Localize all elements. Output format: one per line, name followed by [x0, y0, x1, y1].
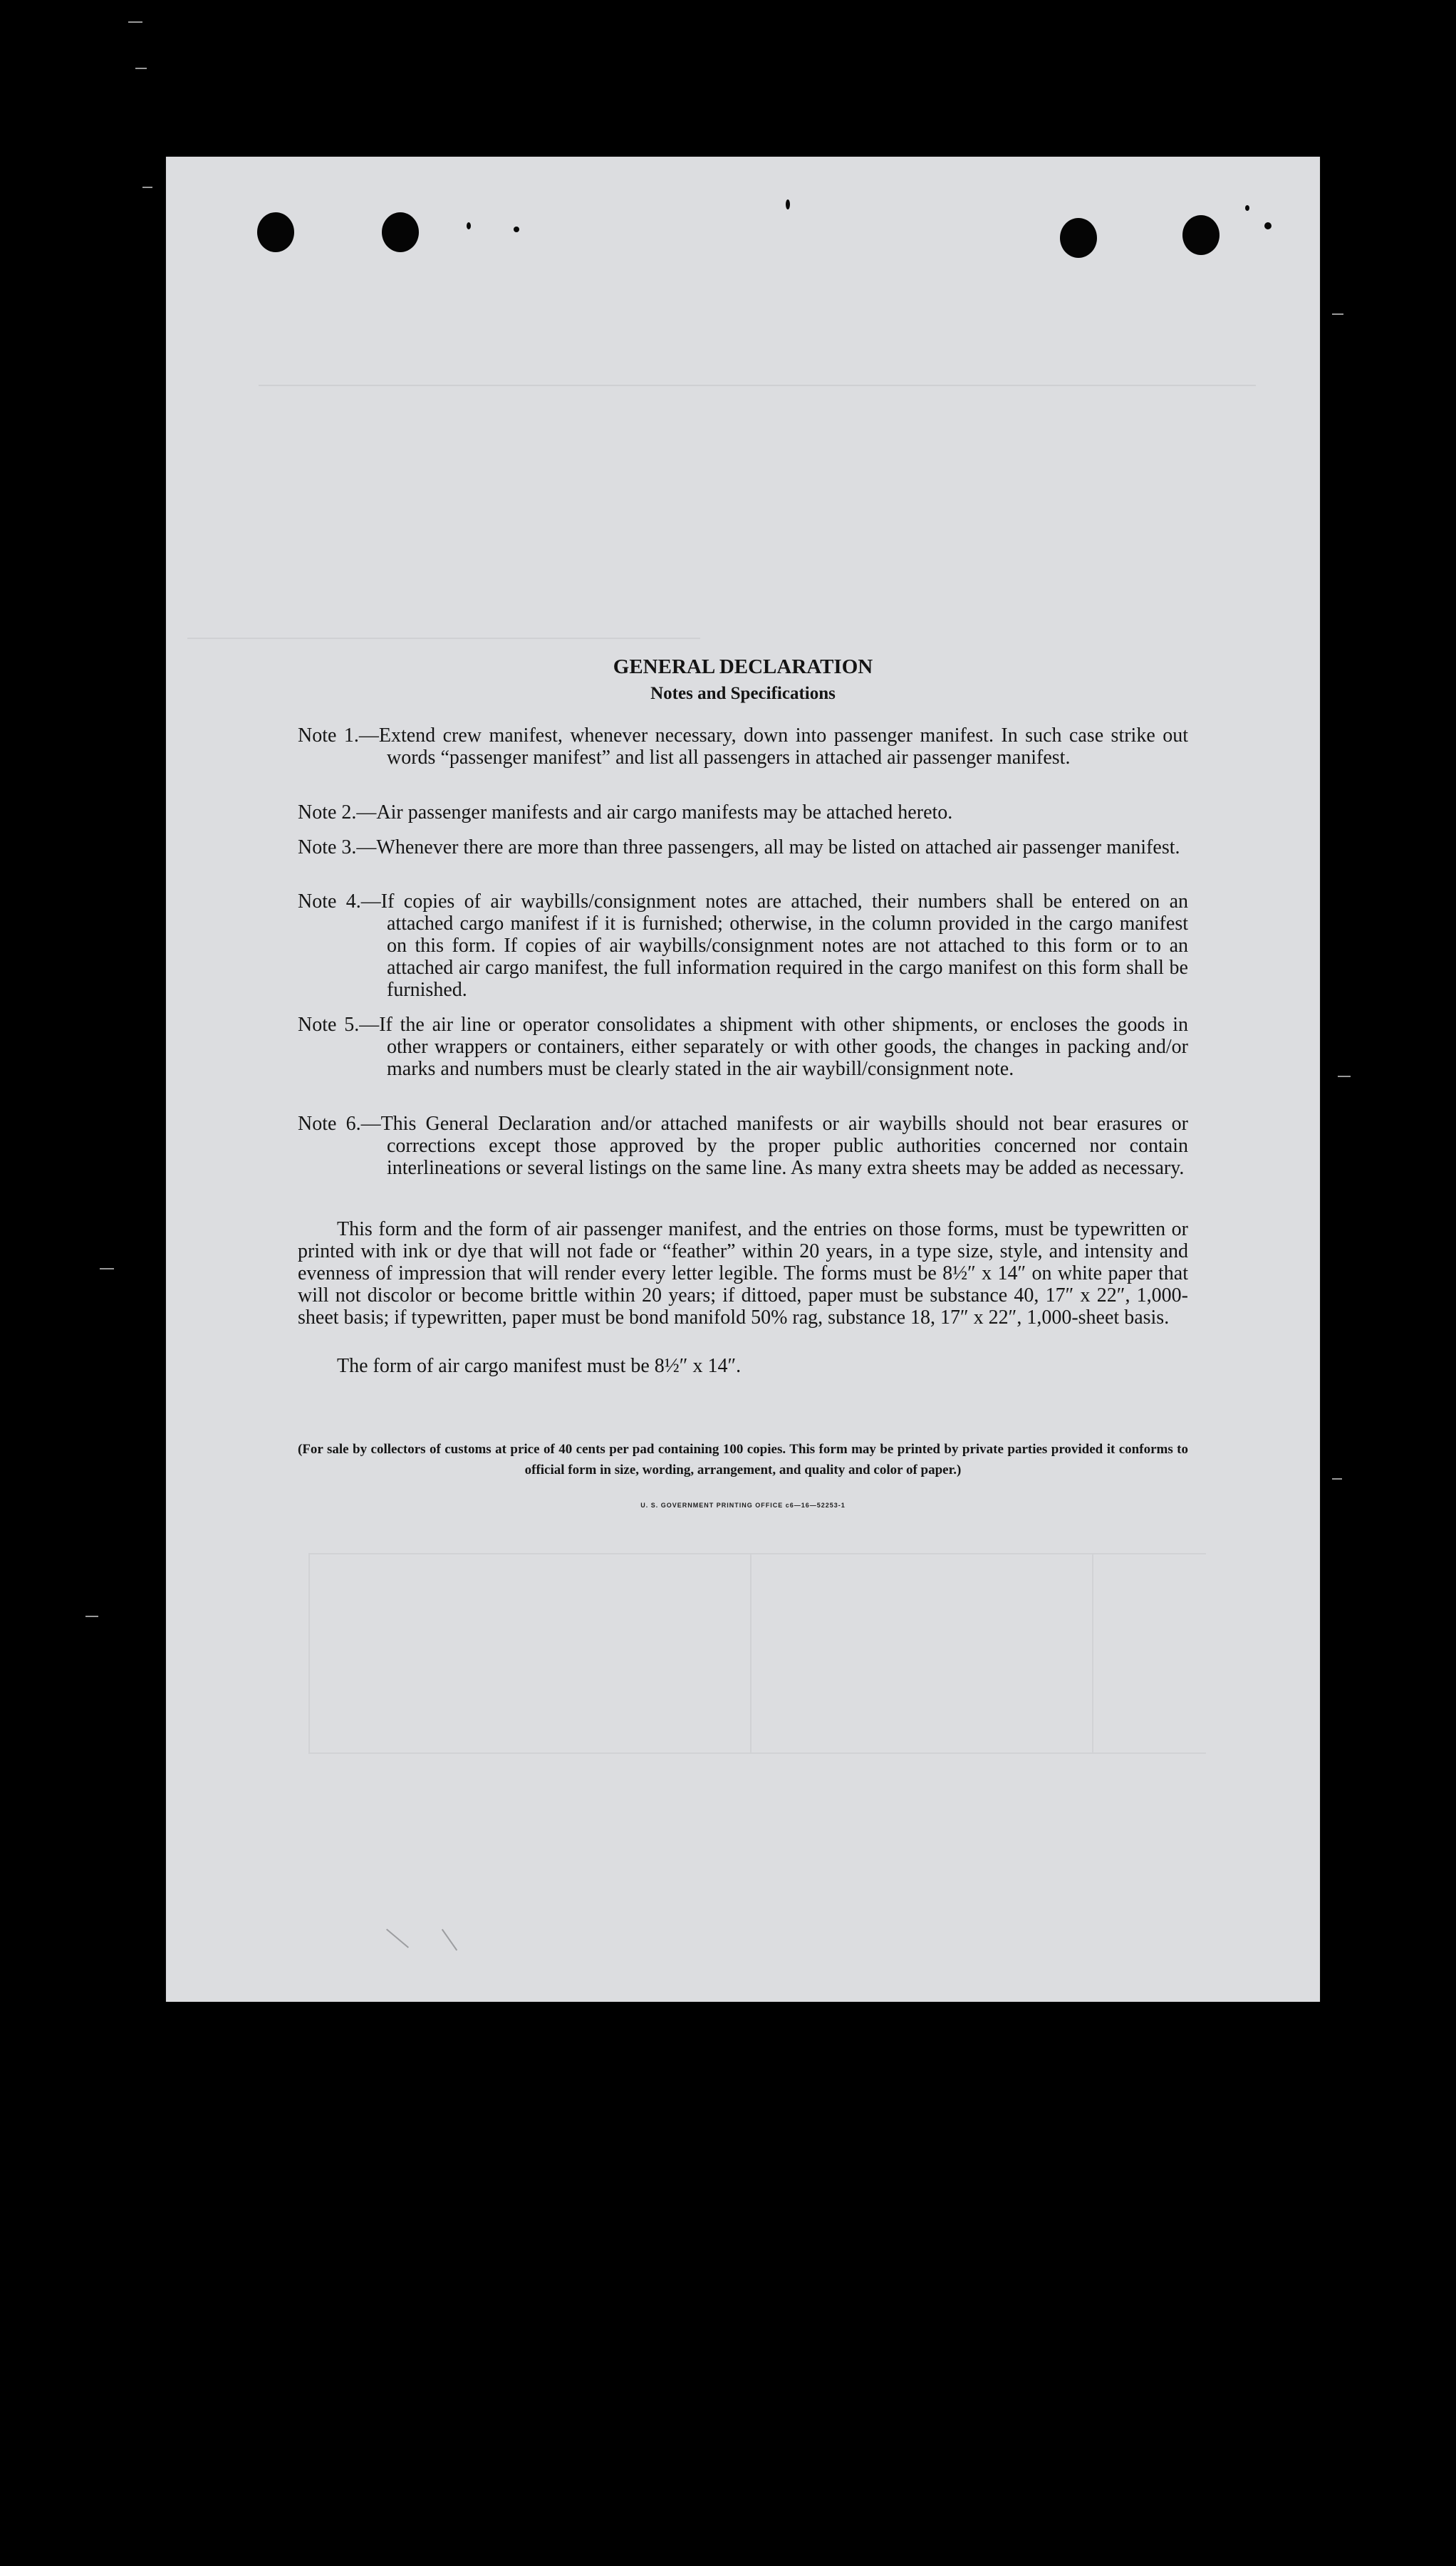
note-2-text: Note 2.—Air passenger manifests and air cargo manifests may be attached hereto.: [298, 801, 953, 824]
punch-hole-3: [1060, 218, 1097, 258]
note-1: [298, 724, 1188, 769]
speck: [1245, 205, 1249, 211]
bleed-through-mark: [442, 1929, 457, 1951]
document-title: GENERAL DECLARATION: [613, 655, 873, 678]
scanner-edge-mark: [100, 1268, 114, 1269]
punch-hole-4: [1182, 215, 1220, 255]
punch-hole-2: [382, 212, 419, 252]
speck: [467, 222, 471, 229]
cargo-manifest-size-line: The form of air cargo manifest must be 8½″ x 14″.: [337, 1355, 742, 1377]
note-6-text: Note 6.—This General Declaration and/or attached manifests or air waybills should not bear erasures or corrections except those approved by the proper public authorities concerned nor contain interlineations or several listings on the same line. As many extra sheets may be added as necessary.: [298, 1113, 1188, 1179]
sale-notice: (For sale by collectors of customs at price of 40 cents per pad containing 100 copies. This form may be printed by private parties provided it conforms to official form in size, wording, arrangement, and quality and color of paper.): [298, 1442, 1188, 1477]
bleed-through-mark: [386, 1928, 409, 1948]
speck: [1264, 222, 1272, 229]
scanner-edge-mark: [128, 21, 142, 23]
bleed-through-rule: [308, 1553, 1206, 1554]
note-1-text: Note 1.—Extend crew manifest, whenever necessary, down into passenger manifest. In such case strike out words “passenger manifest” and list all passengers in attached air passenger manifest.: [298, 724, 1188, 769]
note-3: [298, 836, 1188, 858]
note-4: [298, 890, 1188, 1001]
scanner-edge-mark: [135, 68, 147, 69]
bleed-through-rule: [187, 638, 700, 639]
paper-specification-paragraph: This form and the form of air passenger manifest, and the entries on those forms, must be typewritten or printed with ink or dye that will not fade or “feather” within 20 years, in a type size, style, and intensity and evenness of impression that will render every letter legible. The forms must be 8½″ x 14″ on white paper that will not discolor or become brittle within 20 years; if dittoed, paper must be substance 40, 17″ x 22″, 1,000-sheet basis; if typewritten, paper must be bond manifold 50% rag, substance 18, 17″ x 22″, 1,000-sheet basis.: [298, 1218, 1188, 1329]
bleed-through-rule: [308, 1553, 310, 1752]
scanner-edge-mark: [1332, 1478, 1342, 1480]
bleed-through-rule: [259, 385, 1256, 386]
note-2: [298, 801, 1188, 824]
scanner-edge-mark: [1332, 313, 1343, 315]
note-5-text: Note 5.—If the air line or operator consolidates a shipment with other shipments, or encloses the goods in other wrappers or containers, either separately or with other goods, the changes in packing and/or marks and numbers must be clearly stated in the air waybill/consignment note.: [298, 1014, 1188, 1080]
note-6: [298, 1113, 1188, 1179]
note-3-text: Note 3.—Whenever there are more than three passengers, all may be listed on attached air passenger manifest.: [298, 836, 1180, 858]
scanner-edge-mark: [85, 1616, 98, 1617]
speck: [514, 227, 519, 232]
printing-office-line: U. S. GOVERNMENT PRINTING OFFICE c6—16—52253-1: [640, 1502, 846, 1509]
scanner-edge-mark: [142, 187, 152, 188]
bleed-through-rule: [1092, 1553, 1093, 1752]
bleed-through-rule: [308, 1752, 1206, 1754]
speck: [786, 199, 790, 209]
document-page: [166, 157, 1320, 2002]
punch-hole-1: [257, 212, 294, 252]
document-subtitle: Notes and Specifications: [650, 684, 836, 703]
scanner-edge-mark: [1338, 1076, 1351, 1077]
bleed-through-rule: [750, 1553, 752, 1752]
note-5: [298, 1014, 1188, 1080]
note-4-text: Note 4.—If copies of air waybills/consignment notes are attached, their numbers shall be entered on an attached cargo manifest if it is furnished; otherwise, in the column provided in the cargo manifest on this form. If copies of air waybills/consignment notes are not attached to this form or to an attached air cargo manifest, the full information required in the cargo manifest on this form shall be furnished.: [298, 890, 1188, 1001]
